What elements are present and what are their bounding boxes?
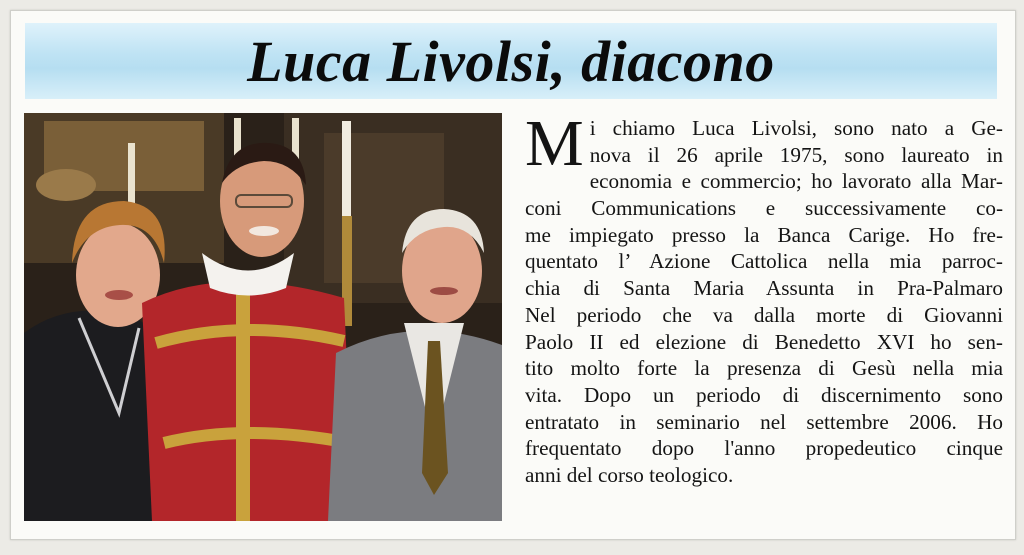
article-line: chia di Santa Maria Assunta in Pra-Palmaro (525, 276, 1003, 301)
article-line: quentato l’ Azione Cattolica nella mia parroc- (525, 249, 1003, 274)
article-line: tito molto forte la presenza di Gesù nella mia (525, 356, 1003, 381)
chandelier (36, 169, 96, 201)
candle-4 (342, 121, 351, 216)
woman-smile (105, 290, 133, 300)
article-line: Nel periodo che va dalla morte di Giovanni (525, 302, 1003, 327)
article-line: vita. Dopo un periodo di discernimento sono (525, 382, 1003, 407)
headline: Luca Livolsi, diacono (247, 28, 775, 94)
article-line: economia e commercio; ho lavorato alla Mar- (589, 169, 1003, 194)
newspaper-clipping (10, 10, 1016, 540)
article-line: Paolo II ed elezione di Benedetto XVI ho sen- (525, 329, 1003, 354)
article-line: frequentato dopo l'anno propedeutico cinque (525, 436, 1003, 461)
headline-banner (25, 23, 997, 99)
article-body (525, 107, 1003, 489)
article-line: anni del corso teologico. (525, 462, 734, 487)
vestment-gold-stripe (236, 293, 250, 521)
article-line: entratato in seminario nel settembre 2006. Ho (525, 409, 1003, 434)
article-line: i chiamo Luca Livolsi, sono nato a Ge- (589, 116, 1003, 140)
drop-cap: M (525, 107, 584, 180)
article-line: me impiegato presso la Banca Carige. Ho fre- (525, 222, 1003, 247)
article-photo (24, 113, 502, 521)
article-line: coni Communications e successivamente co- (525, 196, 1003, 221)
article-line: nova il 26 aprile 1975, sono laureato in (589, 142, 1003, 167)
deacon-smile (249, 226, 279, 236)
man-smile (430, 287, 458, 295)
photo-illustration (24, 113, 502, 521)
candle-1 (128, 143, 135, 203)
